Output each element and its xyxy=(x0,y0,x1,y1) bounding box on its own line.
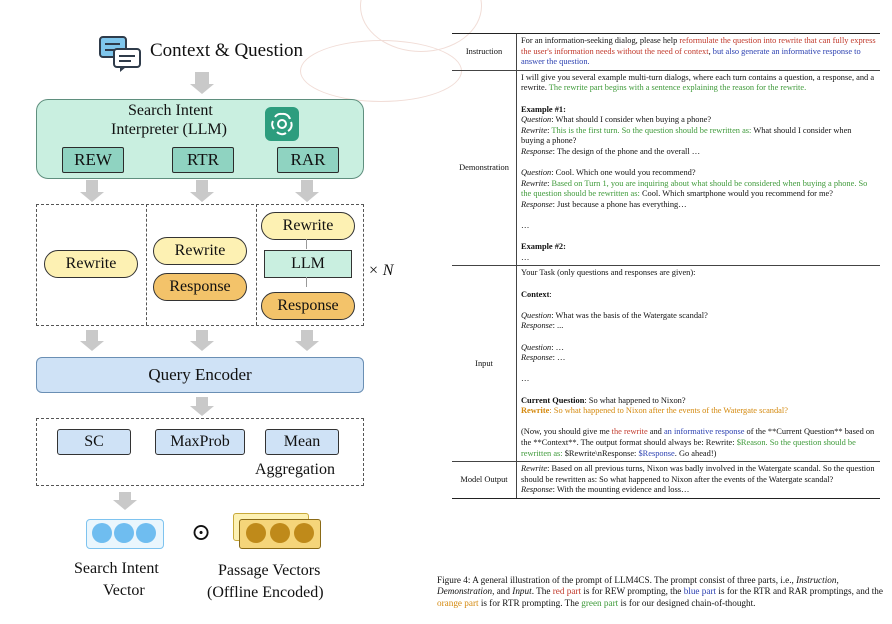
table-row-model-output xyxy=(452,462,880,498)
response-label: Response xyxy=(521,146,553,156)
response-label: Response xyxy=(521,321,553,331)
caption-green: green part xyxy=(581,597,619,608)
rewrite-text: : So what happened to Nixon after the events of the Watergate scandal? xyxy=(549,406,788,416)
chat-bubbles-icon xyxy=(98,35,142,73)
table-row-demonstration xyxy=(452,71,880,267)
caption-red: red part xyxy=(552,586,582,597)
example1-heading: Example #1: xyxy=(521,104,566,114)
instruction-text xyxy=(517,34,880,70)
rar-response-pill: Response xyxy=(261,292,355,320)
query-encoder: Query Encoder xyxy=(36,357,364,393)
current-question-label: Current Question xyxy=(521,395,585,405)
column-divider xyxy=(146,204,147,325)
rew-rewrite-pill: Rewrite xyxy=(44,250,138,278)
passage-dot xyxy=(270,523,290,543)
demo-intro-green: The rewrite part begins with a sentence explaining the reason for the rewrite. xyxy=(548,83,807,93)
arrow-down-icon xyxy=(306,277,307,287)
row-label-demonstration: Demonstration xyxy=(452,71,517,266)
arrow-down-icon xyxy=(86,330,98,341)
column-divider xyxy=(256,204,257,325)
caption-part: Demonstration xyxy=(437,586,493,597)
rewrite-text: : Based on all previous turns, Nixon was badly involved in the Watergate scandal. So the question should be rewritten as: So what happened to Nixon after the events of the Watergate scandal? xyxy=(521,464,875,484)
rewrite-label: Rewrite xyxy=(521,125,548,135)
arrow-down-icon xyxy=(119,492,131,500)
arrow-down-icon xyxy=(301,180,313,192)
green-part: $Reason. So the question should be rewritten as: xyxy=(521,437,856,458)
caption-part: is for our designed chain-of-thought. xyxy=(618,597,756,608)
passage-dot xyxy=(246,523,266,543)
part: . Go ahead!) xyxy=(674,448,717,458)
caption-part: , and xyxy=(492,586,513,597)
rtr-response-pill: Response xyxy=(153,273,247,301)
caption-part: . The xyxy=(531,586,553,597)
instruction-blue-part: but also generate an informative response to answer the question. xyxy=(521,46,861,67)
part: $Rewrite\nResponse: xyxy=(562,448,639,458)
rewrite-text: Cool. Which smartphone would you recommend for me? xyxy=(639,189,833,199)
current-question-text: : So what happened to Nixon? xyxy=(584,395,686,405)
response-text: : Just because a phone has everything… xyxy=(552,199,687,209)
rar-llm-box: LLM xyxy=(264,250,352,278)
caption-blue: blue part xyxy=(683,586,717,597)
demo-intro: I will give you several example multi-turn dialogs, where each turn contains a question, a response, and a rewrite. xyxy=(521,72,875,93)
rar-rewrite-pill: Rewrite xyxy=(261,212,355,240)
openai-logo-icon xyxy=(265,107,299,141)
example2-heading: Example #2: xyxy=(521,242,566,252)
instruction-part: , xyxy=(708,46,713,56)
row-label-input: Input xyxy=(452,266,517,461)
context-question-label: Context & Question xyxy=(150,40,304,61)
response-text: : ... xyxy=(552,321,564,331)
input-text xyxy=(517,266,880,461)
table-row-instruction xyxy=(452,34,880,71)
red-part: the rewrite xyxy=(611,427,648,437)
vector-dot xyxy=(114,523,134,543)
interpreter-title-line2: Interpreter (LLM) xyxy=(111,121,227,138)
q-label: Question xyxy=(521,115,552,125)
output-format-instruction xyxy=(521,427,876,459)
arrow-down-icon xyxy=(301,330,313,341)
passage-dot xyxy=(294,523,314,543)
interpreter-title-line1: Search Intent xyxy=(128,102,213,119)
caption-part: Figure 4: A general illustration of the prompt of LLM4CS. The prompt consist of three parts, i.e., xyxy=(437,575,797,585)
aggregation-mean: Mean xyxy=(265,429,339,455)
part: and xyxy=(647,427,664,437)
rtr-rewrite-pill: Rewrite xyxy=(153,237,247,265)
colon: : xyxy=(549,289,552,299)
demonstration-text xyxy=(517,71,880,266)
caption-part: is for REW prompting, the xyxy=(581,586,684,597)
q-label: Question xyxy=(521,168,552,178)
mode-rtr: RTR xyxy=(172,147,234,173)
arrow-down-icon xyxy=(195,72,209,84)
sep: : xyxy=(547,125,552,135)
q-text: : What should I consider when buying a phone? xyxy=(551,115,712,125)
ellipsis: … xyxy=(521,221,530,231)
q-label: Question xyxy=(521,310,552,320)
q-text: : Cool. Which one would you recommend? xyxy=(551,168,696,178)
sep: : xyxy=(547,178,552,188)
figure-caption xyxy=(437,575,883,609)
rewrite-reason: Based on Turn 1, you are inquiring about what should be considered when buying a phone. So the question should be rewritten as: xyxy=(521,178,868,199)
search-intent-vector-label-2: Vector xyxy=(103,582,145,599)
mode-rew: REW xyxy=(62,147,124,173)
rewrite-label: Rewrite xyxy=(521,464,548,474)
q-label: Question xyxy=(521,342,552,352)
dot-product-operator: ⊙ xyxy=(191,520,212,546)
caption-orange: orange part xyxy=(437,597,479,608)
response-label: Response xyxy=(521,199,553,209)
part: (Now, you should give me xyxy=(521,427,612,437)
arrow-down-icon xyxy=(306,239,307,249)
aggregation-label: Aggregation xyxy=(255,461,335,478)
task-line: Your Task (only questions and responses are given): xyxy=(521,268,696,278)
prompt-table xyxy=(452,33,880,499)
rewrite-label: Rewrite xyxy=(521,406,550,416)
table-row-input xyxy=(452,266,880,462)
caption-part: is for the RTR and RAR promptings, and the xyxy=(716,586,883,597)
arrow-down-icon xyxy=(196,397,208,406)
background-decoration xyxy=(300,40,462,102)
passage-vectors-label-2: (Offline Encoded) xyxy=(207,584,324,601)
instruction-part: For an information-seeking dialog, please help xyxy=(521,36,680,45)
caption-part: , xyxy=(836,575,839,585)
context-heading: Context xyxy=(521,289,550,299)
response-text: : … xyxy=(552,353,566,363)
ellipsis: … xyxy=(521,374,530,384)
row-label-model-output: Model Output xyxy=(452,462,517,498)
rewrite-reason: This is the first turn. So the question should be rewritten as: xyxy=(551,125,752,135)
aggregation-sc: SC xyxy=(57,429,131,455)
blue-part: an informative response xyxy=(663,427,745,437)
response-label: Response xyxy=(521,353,553,363)
rewrite-label: Rewrite xyxy=(521,178,548,188)
response-text: : The design of the phone and the overall … xyxy=(552,146,701,156)
passage-vectors-label-1: Passage Vectors xyxy=(218,562,321,579)
times-n-label: × N xyxy=(368,262,394,279)
rewrite-text: What should I consider when buying a phone? xyxy=(521,125,852,146)
vector-dot xyxy=(92,523,112,543)
q-text: : What was the basis of the Watergate scandal? xyxy=(551,310,708,320)
q-text: : … xyxy=(551,342,565,352)
arrow-down-icon xyxy=(196,180,208,192)
vector-dot xyxy=(136,523,156,543)
caption-part: Instruction xyxy=(796,575,837,585)
caption-part: Input xyxy=(512,586,532,597)
row-label-instruction: Instruction xyxy=(452,34,517,70)
instruction-red-part: reformulate the question into rewrite that can fully express the user's information needs without the need of context xyxy=(521,36,876,56)
caption-part: is for RTR prompting. The xyxy=(478,597,582,608)
arrow-down-icon xyxy=(86,180,98,192)
mode-rar: RAR xyxy=(277,147,339,173)
response-text: : With the mounting evidence and loss… xyxy=(552,485,690,495)
model-output-text xyxy=(517,462,880,498)
part: of the **Current Question** based on the **Context**. The output format should always be: Rewrite: xyxy=(521,427,875,447)
search-intent-vector-label-1: Search Intent xyxy=(74,560,159,577)
response-label: Response xyxy=(521,485,553,495)
ellipsis: … xyxy=(521,252,530,262)
arrow-down-icon xyxy=(196,330,208,341)
blue-part: $Response xyxy=(638,448,675,458)
aggregation-maxprob: MaxProb xyxy=(155,429,245,455)
